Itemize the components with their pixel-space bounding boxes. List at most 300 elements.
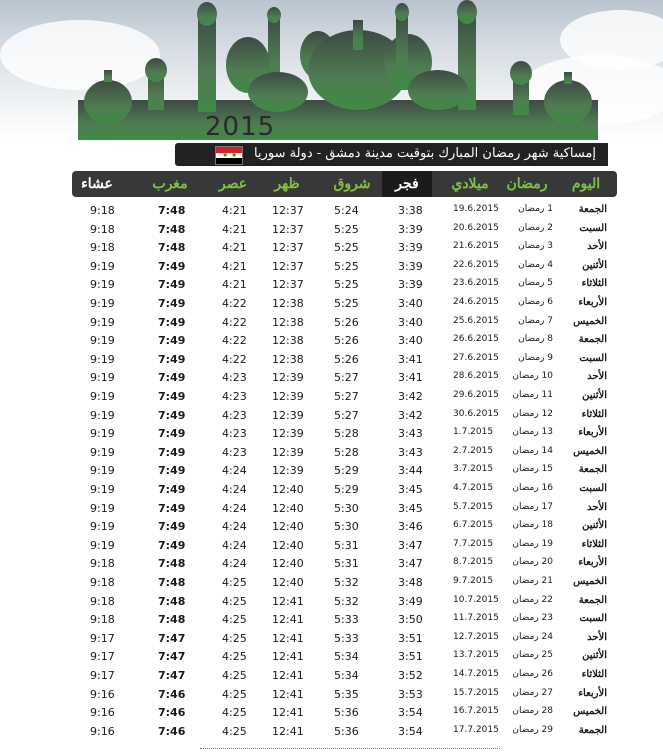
- dhuhr-time: 12:37: [272, 222, 304, 236]
- ramadan-day: 10 رمضان: [512, 371, 553, 382]
- gregorian-date: 14.7.2015: [453, 669, 499, 679]
- asr-time: 4:24: [222, 557, 247, 571]
- maghrib-time: 7:49: [158, 538, 186, 552]
- ramadan-day: 19 رمضان: [512, 538, 553, 549]
- table-row: [72, 260, 617, 278]
- maghrib-time: 7:48: [158, 241, 186, 255]
- shuruq-time: 5:27: [334, 408, 359, 422]
- fajr-time: 3:39: [398, 241, 423, 255]
- weekday: الأربعاء: [578, 427, 607, 439]
- isha-time: 9:19: [90, 408, 115, 422]
- fajr-time: 3:41: [398, 371, 423, 385]
- asr-time: 4:23: [222, 408, 247, 422]
- fajr-time: 3:54: [398, 724, 423, 738]
- weekday: الأثنين: [582, 650, 607, 662]
- gregorian-date: 10.7.2015: [453, 594, 499, 605]
- shuruq-time: 5:30: [334, 501, 359, 515]
- ramadan-day: 26 رمضان: [512, 669, 553, 679]
- asr-time: 4:23: [222, 371, 247, 385]
- maghrib-time: 7:46: [158, 687, 186, 701]
- asr-time: 4:25: [222, 724, 247, 738]
- ramadan-day: 12 رمضان: [512, 408, 553, 419]
- weekday: الجمعة: [578, 334, 607, 346]
- table-row: [72, 520, 617, 538]
- ramadan-day: 18 رمضان: [512, 520, 553, 531]
- shuruq-time: 5:25: [334, 259, 359, 273]
- dhuhr-time: 12:41: [272, 669, 304, 682]
- ramadan-day: 20 رمضان: [512, 557, 553, 568]
- maghrib-time: 7:49: [158, 483, 186, 496]
- isha-time: 9:19: [90, 371, 115, 385]
- fajr-time: 3:45: [398, 483, 423, 496]
- dhuhr-time: 12:38: [272, 297, 304, 310]
- isha-time: 9:19: [90, 334, 115, 348]
- header-ramadan: رمضان: [506, 176, 548, 192]
- dhuhr-time: 12:39: [272, 408, 304, 422]
- table-row: [72, 297, 617, 315]
- maghrib-time: 7:49: [158, 297, 186, 310]
- weekday: الخميس: [573, 706, 607, 718]
- mosque-illustration: [78, 0, 598, 140]
- weekday: الأحد: [587, 241, 607, 253]
- table-row: [72, 595, 617, 613]
- fajr-time: 3:41: [398, 352, 423, 366]
- fajr-time: 3:40: [398, 315, 423, 329]
- gregorian-date: 9.7.2015: [453, 576, 494, 586]
- fajr-time: 3:50: [398, 613, 423, 627]
- shuruq-time: 5:25: [334, 297, 359, 310]
- dhuhr-time: 12:41: [272, 631, 304, 645]
- dhuhr-time: 12:37: [272, 241, 304, 255]
- shuruq-time: 5:31: [334, 538, 359, 552]
- asr-time: 4:21: [222, 259, 247, 273]
- shuruq-time: 5:34: [334, 669, 359, 682]
- asr-time: 4:23: [222, 445, 247, 459]
- gregorian-date: 6.7.2015: [453, 520, 494, 531]
- table-row: [72, 613, 617, 631]
- shuruq-time: 5:29: [334, 464, 359, 478]
- dhuhr-time: 12:41: [272, 613, 304, 627]
- gregorian-date: 5.7.2015: [453, 501, 494, 512]
- gregorian-date: 21.6.2015: [453, 241, 499, 252]
- table-row: [72, 241, 617, 259]
- asr-time: 4:25: [222, 687, 247, 701]
- dhuhr-time: 12:41: [272, 706, 304, 720]
- isha-time: 9:17: [90, 650, 115, 664]
- header-maghrib: مغرب: [152, 176, 188, 192]
- table-row: [72, 669, 617, 687]
- ramadan-day: 13 رمضان: [512, 427, 553, 438]
- gregorian-date: 29.6.2015: [453, 390, 499, 400]
- dhuhr-time: 12:40: [272, 538, 304, 552]
- shuruq-time: 5:26: [334, 315, 359, 329]
- table-row: [72, 464, 617, 482]
- gregorian-date: 2.7.2015: [453, 445, 494, 456]
- gregorian-date: 4.7.2015: [453, 483, 494, 493]
- weekday: الأثنين: [582, 390, 607, 401]
- shuruq-time: 5:32: [334, 594, 359, 608]
- dhuhr-time: 12:39: [272, 371, 304, 385]
- asr-time: 4:24: [222, 538, 247, 552]
- gregorian-date: 26.6.2015: [453, 334, 499, 345]
- shuruq-time: 5:25: [334, 241, 359, 255]
- header-isha: عشاء: [81, 176, 113, 192]
- header-asr: عصر: [218, 176, 248, 192]
- table-row: [72, 725, 617, 743]
- fajr-time: 3:40: [398, 297, 423, 310]
- ramadan-day: 3 رمضان: [518, 241, 553, 252]
- dhuhr-time: 12:40: [272, 557, 304, 571]
- dhuhr-time: 12:37: [272, 278, 304, 292]
- maghrib-time: 7:49: [158, 464, 186, 478]
- ramadan-day: 5 رمضان: [518, 278, 553, 289]
- ramadan-day: 24 رمضان: [512, 631, 553, 642]
- gregorian-date: 16.7.2015: [453, 706, 499, 717]
- isha-time: 9:16: [90, 687, 115, 701]
- fajr-time: 3:47: [398, 538, 423, 552]
- weekday: السبت: [579, 222, 607, 234]
- shuruq-time: 5:28: [334, 427, 359, 441]
- isha-time: 9:16: [90, 706, 115, 720]
- table-row: [72, 223, 617, 241]
- weekday: السبت: [579, 613, 607, 625]
- gregorian-date: 17.7.2015: [453, 724, 499, 735]
- isha-time: 9:19: [90, 278, 115, 292]
- ramadan-day: 1 رمضان: [518, 204, 553, 214]
- header-dhuhr: ظهر: [274, 176, 300, 192]
- header-shuruq: شروق: [333, 176, 371, 192]
- gregorian-date: 8.7.2015: [453, 557, 494, 568]
- table-row: [72, 334, 617, 352]
- shuruq-time: 5:27: [334, 371, 359, 385]
- fajr-time: 3:39: [398, 278, 423, 292]
- table-row: [72, 483, 617, 501]
- weekday: الجمعة: [578, 724, 607, 736]
- gregorian-date: 25.6.2015: [453, 315, 499, 326]
- weekday: الثلاثاء: [581, 408, 607, 420]
- table-row: [72, 446, 617, 464]
- shuruq-time: 5:24: [334, 204, 359, 217]
- ramadan-day: 14 رمضان: [512, 445, 553, 456]
- dhuhr-time: 12:37: [272, 259, 304, 273]
- ramadan-day: 23 رمضان: [512, 613, 553, 624]
- table-row: [72, 576, 617, 594]
- ramadan-day: 17 رمضان: [512, 501, 553, 512]
- weekday: الخميس: [573, 315, 607, 327]
- fajr-time: 3:54: [398, 706, 423, 720]
- header-gregorian: ميلادي: [451, 176, 489, 192]
- fajr-time: 3:42: [398, 408, 423, 422]
- dhuhr-time: 12:39: [272, 445, 304, 459]
- asr-time: 4:21: [222, 222, 247, 236]
- shuruq-time: 5:26: [334, 352, 359, 366]
- asr-time: 4:22: [222, 297, 247, 310]
- weekday: الأحد: [587, 501, 607, 513]
- fajr-time: 3:51: [398, 650, 423, 664]
- weekday: الأحد: [587, 371, 607, 383]
- weekday: الخميس: [573, 445, 607, 457]
- isha-time: 9:17: [90, 669, 115, 682]
- isha-time: 9:19: [90, 445, 115, 459]
- shuruq-time: 5:33: [334, 613, 359, 627]
- shuruq-time: 5:28: [334, 445, 359, 459]
- asr-time: 4:21: [222, 278, 247, 292]
- dhuhr-time: 12:39: [272, 390, 304, 403]
- dhuhr-time: 12:38: [272, 334, 304, 348]
- header-day: اليوم: [571, 176, 601, 192]
- fajr-time: 3:52: [398, 669, 423, 682]
- dhuhr-time: 12:39: [272, 427, 304, 441]
- ramadan-day: 7 رمضان: [518, 315, 553, 326]
- asr-time: 4:24: [222, 520, 247, 534]
- shuruq-time: 5:30: [334, 520, 359, 534]
- asr-time: 4:25: [222, 669, 247, 682]
- weekday: الخميس: [573, 576, 607, 587]
- dhuhr-time: 12:37: [272, 204, 304, 217]
- maghrib-time: 7:49: [158, 278, 186, 292]
- asr-time: 4:23: [222, 390, 247, 403]
- syria-flag-icon: ★ ★: [215, 146, 243, 165]
- ramadan-day: 6 رمضان: [518, 297, 553, 307]
- fajr-time: 3:42: [398, 390, 423, 403]
- isha-time: 9:18: [90, 557, 115, 571]
- table-row: [72, 688, 617, 706]
- isha-time: 9:19: [90, 427, 115, 441]
- dhuhr-time: 12:41: [272, 650, 304, 664]
- shuruq-time: 5:31: [334, 557, 359, 571]
- weekday: الثلاثاء: [581, 538, 607, 550]
- asr-time: 4:25: [222, 576, 247, 589]
- isha-time: 9:18: [90, 613, 115, 627]
- table-row: [72, 353, 617, 371]
- gregorian-date: 1.7.2015: [453, 427, 494, 438]
- gregorian-date: 20.6.2015: [453, 222, 499, 233]
- weekday: السبت: [579, 483, 607, 494]
- maghrib-time: 7:49: [158, 501, 186, 515]
- shuruq-time: 5:27: [334, 390, 359, 403]
- shuruq-time: 5:25: [334, 222, 359, 236]
- shuruq-time: 5:29: [334, 483, 359, 496]
- ramadan-day: 8 رمضان: [518, 334, 553, 345]
- maghrib-time: 7:49: [158, 352, 186, 366]
- ramadan-day: 2 رمضان: [518, 222, 553, 233]
- maghrib-time: 7:47: [158, 631, 186, 645]
- maghrib-time: 7:48: [158, 594, 186, 608]
- fajr-time: 3:49: [398, 594, 423, 608]
- gregorian-date: 24.6.2015: [453, 297, 499, 307]
- maghrib-time: 7:49: [158, 315, 186, 329]
- ramadan-day: 21 رمضان: [512, 576, 553, 586]
- gregorian-date: 23.6.2015: [453, 278, 499, 289]
- weekday: الجمعة: [578, 594, 607, 606]
- maghrib-time: 7:49: [158, 390, 186, 403]
- isha-time: 9:19: [90, 297, 115, 310]
- asr-time: 4:25: [222, 594, 247, 608]
- dhuhr-time: 12:40: [272, 501, 304, 515]
- ramadan-day: 25 رمضان: [512, 650, 553, 661]
- gregorian-date: 19.6.2015: [453, 204, 499, 214]
- isha-time: 9:19: [90, 483, 115, 496]
- fajr-time: 3:45: [398, 501, 423, 515]
- dhuhr-time: 12:40: [272, 576, 304, 589]
- table-row: [72, 557, 617, 575]
- dhuhr-time: 12:41: [272, 594, 304, 608]
- weekday: الثلاثاء: [581, 669, 607, 680]
- weekday: الأثنين: [582, 520, 607, 532]
- gregorian-date: 13.7.2015: [453, 650, 499, 661]
- weekday: السبت: [579, 352, 607, 364]
- table-row: [72, 409, 617, 427]
- isha-time: 9:19: [90, 538, 115, 552]
- weekday: الأربعاء: [578, 687, 607, 699]
- isha-time: 9:17: [90, 631, 115, 645]
- asr-time: 4:25: [222, 613, 247, 627]
- maghrib-time: 7:47: [158, 650, 186, 664]
- maghrib-time: 7:49: [158, 427, 186, 441]
- maghrib-time: 7:48: [158, 576, 186, 589]
- fajr-time: 3:44: [398, 464, 423, 478]
- fajr-time: 3:40: [398, 334, 423, 348]
- ramadan-day: 11 رمضان: [512, 390, 553, 400]
- weekday: الثلاثاء: [581, 278, 607, 290]
- year-label: 2015: [205, 112, 276, 142]
- fajr-time: 3:39: [398, 259, 423, 273]
- isha-time: 9:18: [90, 241, 115, 255]
- gregorian-date: 7.7.2015: [453, 538, 494, 549]
- gregorian-date: 28.6.2015: [453, 371, 499, 382]
- table-row: [72, 427, 617, 445]
- maghrib-time: 7:48: [158, 222, 186, 236]
- isha-time: 9:16: [90, 724, 115, 738]
- gregorian-date: 27.6.2015: [453, 352, 499, 363]
- isha-time: 9:19: [90, 464, 115, 478]
- asr-time: 4:21: [222, 241, 247, 255]
- shuruq-time: 5:25: [334, 278, 359, 292]
- ramadan-day: 27 رمضان: [512, 687, 553, 698]
- maghrib-time: 7:48: [158, 613, 186, 627]
- fajr-time: 3:43: [398, 427, 423, 441]
- isha-time: 9:19: [90, 352, 115, 366]
- dhuhr-time: 12:40: [272, 520, 304, 534]
- isha-time: 9:18: [90, 204, 115, 217]
- gregorian-date: 30.6.2015: [453, 408, 499, 419]
- shuruq-time: 5:36: [334, 724, 359, 738]
- shuruq-time: 5:36: [334, 706, 359, 720]
- shuruq-time: 5:34: [334, 650, 359, 664]
- gregorian-date: 3.7.2015: [453, 464, 494, 475]
- table-row: [72, 706, 617, 724]
- dhuhr-time: 12:41: [272, 687, 304, 701]
- isha-time: 9:19: [90, 390, 115, 403]
- table-row: [72, 371, 617, 389]
- footer-divider: [200, 748, 500, 755]
- fajr-time: 3:39: [398, 222, 423, 236]
- isha-time: 9:18: [90, 222, 115, 236]
- asr-time: 4:25: [222, 706, 247, 720]
- maghrib-time: 7:49: [158, 520, 186, 534]
- maghrib-time: 7:48: [158, 557, 186, 571]
- table-row: [72, 390, 617, 408]
- asr-time: 4:24: [222, 501, 247, 515]
- ramadan-day: 22 رمضان: [512, 594, 553, 605]
- asr-time: 4:22: [222, 315, 247, 329]
- asr-time: 4:21: [222, 204, 247, 217]
- ramadan-day: 15 رمضان: [512, 464, 553, 475]
- table-row: [72, 539, 617, 557]
- maghrib-time: 7:48: [158, 204, 186, 217]
- maghrib-time: 7:49: [158, 371, 186, 385]
- maghrib-time: 7:49: [158, 334, 186, 348]
- weekday: الجمعة: [578, 464, 607, 476]
- table-row: [72, 278, 617, 296]
- fajr-time: 3:46: [398, 520, 423, 534]
- weekday: الأثنين: [582, 259, 607, 271]
- title-bar: [175, 143, 608, 166]
- maghrib-time: 7:47: [158, 669, 186, 682]
- fajr-time: 3:48: [398, 576, 423, 589]
- weekday: الأحد: [587, 631, 607, 643]
- asr-time: 4:22: [222, 352, 247, 366]
- table-row: [72, 316, 617, 334]
- isha-time: 9:19: [90, 315, 115, 329]
- gregorian-date: 22.6.2015: [453, 259, 499, 270]
- isha-time: 9:19: [90, 259, 115, 273]
- ramadan-day: 4 رمضان: [518, 259, 553, 270]
- table-header: [72, 171, 617, 197]
- weekday: الأربعاء: [578, 557, 607, 569]
- ramadan-day: 16 رمضان: [512, 483, 553, 493]
- maghrib-time: 7:46: [158, 706, 186, 720]
- weekday: الأربعاء: [578, 297, 607, 308]
- maghrib-time: 7:49: [158, 445, 186, 459]
- shuruq-time: 5:33: [334, 631, 359, 645]
- gregorian-date: 15.7.2015: [453, 687, 499, 698]
- dhuhr-time: 12:39: [272, 464, 304, 478]
- ramadan-day: 9 رمضان: [518, 352, 553, 363]
- weekday: الجمعة: [578, 204, 607, 215]
- dhuhr-time: 12:38: [272, 315, 304, 329]
- table-row: [72, 632, 617, 650]
- isha-time: 9:18: [90, 594, 115, 608]
- maghrib-time: 7:46: [158, 724, 186, 738]
- header-fajr: فجر: [382, 171, 432, 197]
- asr-time: 4:25: [222, 631, 247, 645]
- fajr-time: 3:47: [398, 557, 423, 571]
- table-row: [72, 502, 617, 520]
- shuruq-time: 5:32: [334, 576, 359, 589]
- gregorian-date: 12.7.2015: [453, 631, 499, 642]
- asr-time: 4:23: [222, 427, 247, 441]
- shuruq-time: 5:26: [334, 334, 359, 348]
- fajr-time: 3:51: [398, 631, 423, 645]
- dhuhr-time: 12:41: [272, 724, 304, 738]
- gregorian-date: 11.7.2015: [453, 613, 499, 624]
- asr-time: 4:25: [222, 650, 247, 664]
- asr-time: 4:22: [222, 334, 247, 348]
- asr-time: 4:24: [222, 464, 247, 478]
- dhuhr-time: 12:38: [272, 352, 304, 366]
- fajr-time: 3:38: [398, 204, 423, 217]
- shuruq-time: 5:35: [334, 687, 359, 701]
- fajr-time: 3:53: [398, 687, 423, 701]
- page-title: إمساكية شهر رمضان المبارك بتوقيت مدينة دمشق - دولة سوريا: [254, 146, 596, 161]
- maghrib-time: 7:49: [158, 259, 186, 273]
- isha-time: 9:18: [90, 576, 115, 589]
- asr-time: 4:24: [222, 483, 247, 496]
- isha-time: 9:19: [90, 520, 115, 534]
- table-row: [72, 204, 617, 222]
- isha-time: 9:19: [90, 501, 115, 515]
